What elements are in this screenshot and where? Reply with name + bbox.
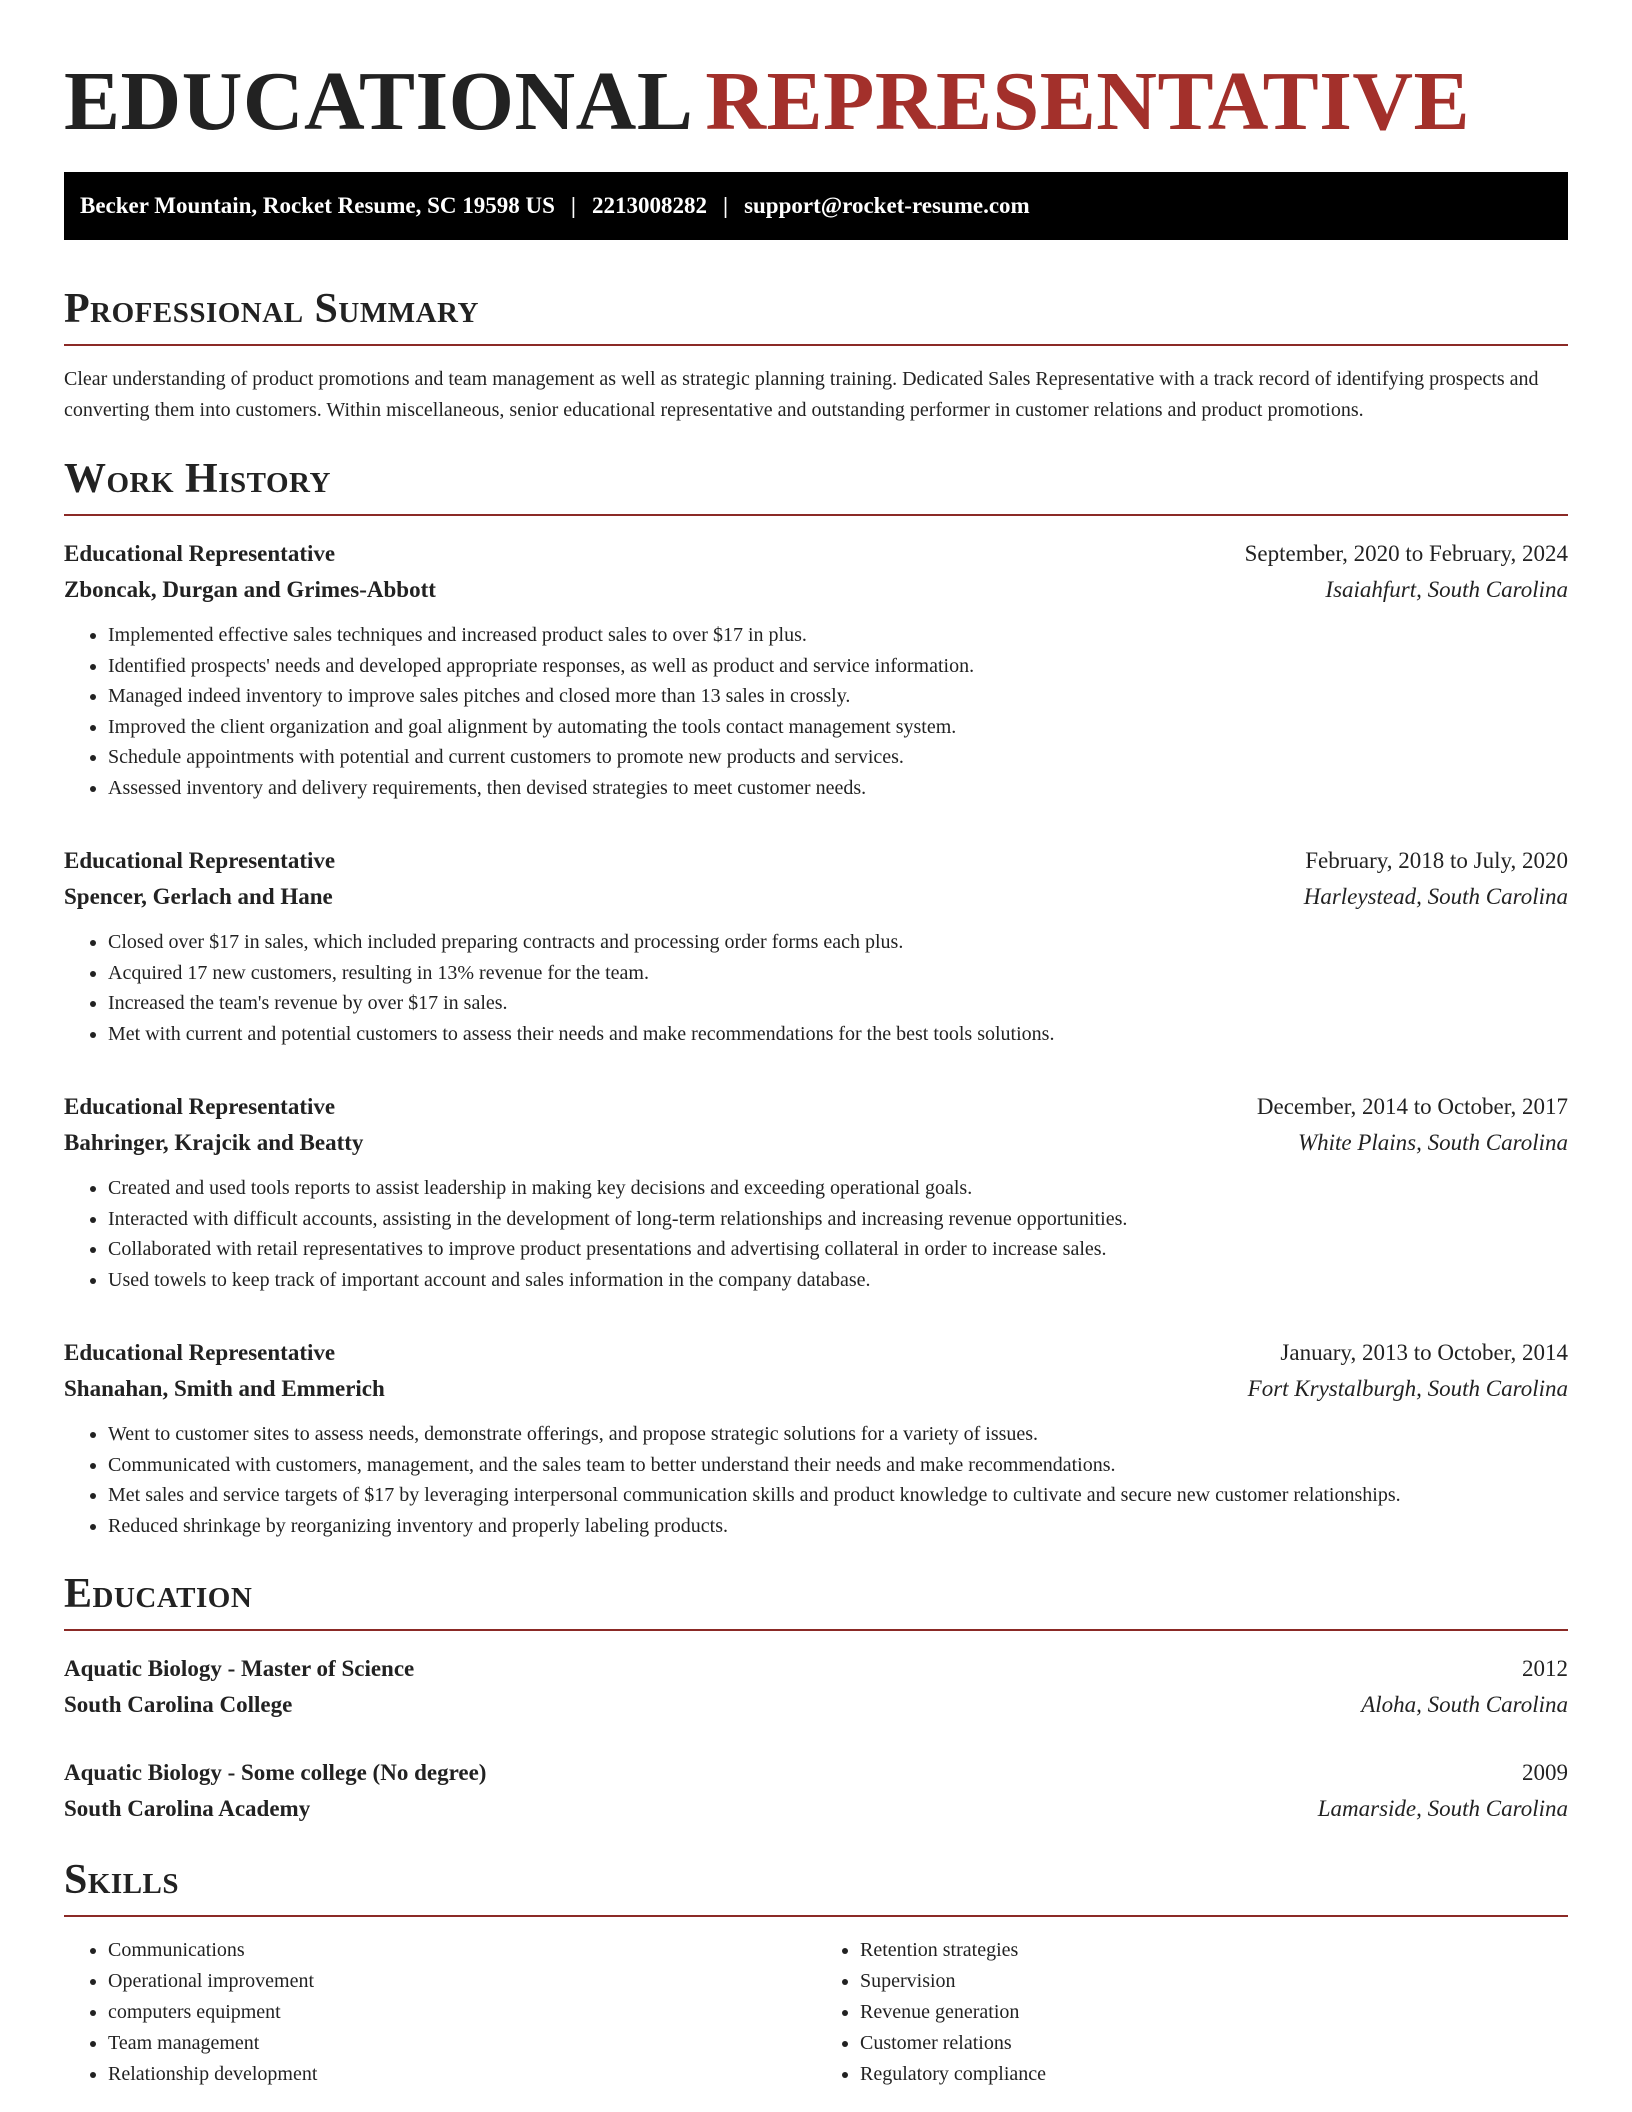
contact-address: Becker Mountain, Rocket Resume, SC 19598 US <box>80 193 555 218</box>
education-year: 2012 <box>1522 1656 1568 1681</box>
job-title: Educational Representative <box>64 1094 336 1119</box>
contact-separator: | <box>570 193 576 218</box>
summary-text: Clear understanding of product promotions and team management as well as strategic planning training. Dedicated Sales Representative with a track record of identifying prospects and converting them into customers. Within miscellaneous, senior educational representative and outstanding performer in customer relations and product promotions. <box>64 368 1539 421</box>
title-word-2: REPRESENTATIVE <box>705 55 1471 148</box>
skill-item: • Retention strategies <box>860 1935 1568 1966</box>
education-heading: Education <box>64 1569 1568 1631</box>
job-bullet: • Communicated with customers, management, and the sales team to better understand their needs and make recommendations. <box>108 1450 1568 1481</box>
education-entry <box>64 1651 1568 1723</box>
job-location: Fort Krystalburgh, South Carolina <box>1247 1376 1568 1401</box>
job-bullet: • Increased the team's revenue by over $17 in sales. <box>108 988 1568 1019</box>
job-bullet: • Closed over $17 in sales, which included preparing contracts and processing order forms each plus. <box>108 927 1568 958</box>
education-entry <box>64 1755 1568 1827</box>
job-bullet: • Used towels to keep track of important account and sales information in the company database. <box>108 1265 1568 1296</box>
job-title: Educational Representative <box>64 541 336 566</box>
skill-item: • Customer relations <box>860 2028 1568 2059</box>
job-bullet: • Reduced shrinkage by reorganizing inventory and properly labeling products. <box>108 1511 1568 1542</box>
job-bullet: • Assessed inventory and delivery requirements, then devised strategies to meet customer needs. <box>108 773 1568 804</box>
job-bullets <box>64 927 1568 1049</box>
skill-item: • Revenue generation <box>860 1997 1568 2028</box>
title-word-1: EDUCATIONAL <box>64 55 694 148</box>
education-school: South Carolina Academy <box>64 1796 311 1821</box>
job-bullet: • Improved the client organization and goal alignment by automating the tools contact management system. <box>108 712 1568 743</box>
skills-heading: Skills <box>64 1855 1568 1917</box>
skill-item: • Communications <box>108 1935 816 1966</box>
job-dates: September, 2020 to February, 2024 <box>1244 541 1568 566</box>
work-history-section <box>64 454 1568 1541</box>
education-school: South Carolina College <box>64 1692 293 1717</box>
contact-phone: 2213008282 <box>591 193 707 218</box>
job-bullets <box>64 620 1568 803</box>
job-bullet: • Acquired 17 new customers, resulting in 13% revenue for the team. <box>108 958 1568 989</box>
skill-item: • Relationship development <box>108 2059 816 2090</box>
skills-section <box>64 1855 1568 2090</box>
skill-item: • Team management <box>108 2028 816 2059</box>
education-location: Aloha, South Carolina <box>1361 1692 1568 1717</box>
job-entry <box>64 536 1568 803</box>
job-bullet: • Interacted with difficult accounts, assisting in the development of long-term relationships and increasing revenue opportunities. <box>108 1204 1568 1235</box>
summary-heading: Professional Summary <box>64 284 1568 346</box>
job-bullet: • Managed indeed inventory to improve sales pitches and closed more than 13 sales in crossly. <box>108 681 1568 712</box>
education-section <box>64 1569 1568 1827</box>
job-entry <box>64 1335 1568 1541</box>
job-bullets <box>64 1419 1568 1541</box>
skills-columns <box>64 1935 1568 2090</box>
job-bullet: • Met with current and potential customers to assess their needs and make recommendations for the best tools solutions. <box>108 1019 1568 1050</box>
job-title: Educational Representative <box>64 848 336 873</box>
job-entry <box>64 843 1568 1049</box>
education-degree: Aquatic Biology - Some college (No degree) <box>64 1760 487 1785</box>
job-location: Harleystead, South Carolina <box>1303 884 1568 909</box>
job-dates: December, 2014 to October, 2017 <box>1256 1094 1568 1119</box>
job-bullet: • Identified prospects' needs and developed appropriate responses, as well as product and service information. <box>108 651 1568 682</box>
job-company: Shanahan, Smith and Emmerich <box>64 1376 385 1401</box>
job-entry <box>64 1089 1568 1295</box>
skills-left-column <box>64 1935 816 2090</box>
work-history-heading: Work History <box>64 454 1568 516</box>
job-dates: February, 2018 to July, 2020 <box>1305 848 1568 873</box>
skill-item: • Operational improvement <box>108 1966 816 1997</box>
skill-item: • computers equipment <box>108 1997 816 2028</box>
contact-separator: | <box>722 193 729 218</box>
job-location: White Plains, South Carolina <box>1297 1130 1568 1155</box>
skill-item: • Regulatory compliance <box>860 2059 1568 2090</box>
job-bullet: • Schedule appointments with potential and current customers to promote new products and services. <box>108 742 1568 773</box>
education-year: 2009 <box>1522 1760 1568 1785</box>
job-bullet: • Collaborated with retail representatives to improve product presentations and advertising collateral in order to increase sales. <box>108 1234 1568 1265</box>
contact-bar <box>64 172 1568 240</box>
summary-section <box>64 284 1568 426</box>
job-bullet: • Went to customer sites to assess needs, demonstrate offerings, and propose strategic solutions for a variety of issues. <box>108 1419 1568 1450</box>
job-bullet: • Met sales and service targets of $17 by leveraging interpersonal communication skills and product knowledge to cultivate and secure new customer relationships. <box>108 1480 1568 1511</box>
contact-email: support@rocket-resume.com <box>744 193 1030 218</box>
job-company: Spencer, Gerlach and Hane <box>64 884 333 909</box>
education-degree: Aquatic Biology - Master of Science <box>64 1656 415 1681</box>
job-bullet: • Created and used tools reports to assist leadership in making key decisions and exceeding operational goals. <box>108 1173 1568 1204</box>
job-location: Isaiahfurt, South Carolina <box>1325 577 1568 602</box>
job-dates: January, 2013 to October, 2014 <box>1280 1340 1568 1365</box>
skills-right-column <box>816 1935 1568 2090</box>
job-title: Educational Representative <box>64 1340 336 1365</box>
job-company: Bahringer, Krajcik and Beatty <box>64 1130 364 1155</box>
job-bullets <box>64 1173 1568 1295</box>
job-company: Zboncak, Durgan and Grimes-Abbott <box>64 577 436 602</box>
resume-title <box>64 0 1568 176</box>
skill-item: • Supervision <box>860 1966 1568 1997</box>
job-bullet: • Implemented effective sales techniques and increased product sales to over $17 in plus. <box>108 620 1568 651</box>
education-location: Lamarside, South Carolina <box>1317 1796 1568 1821</box>
